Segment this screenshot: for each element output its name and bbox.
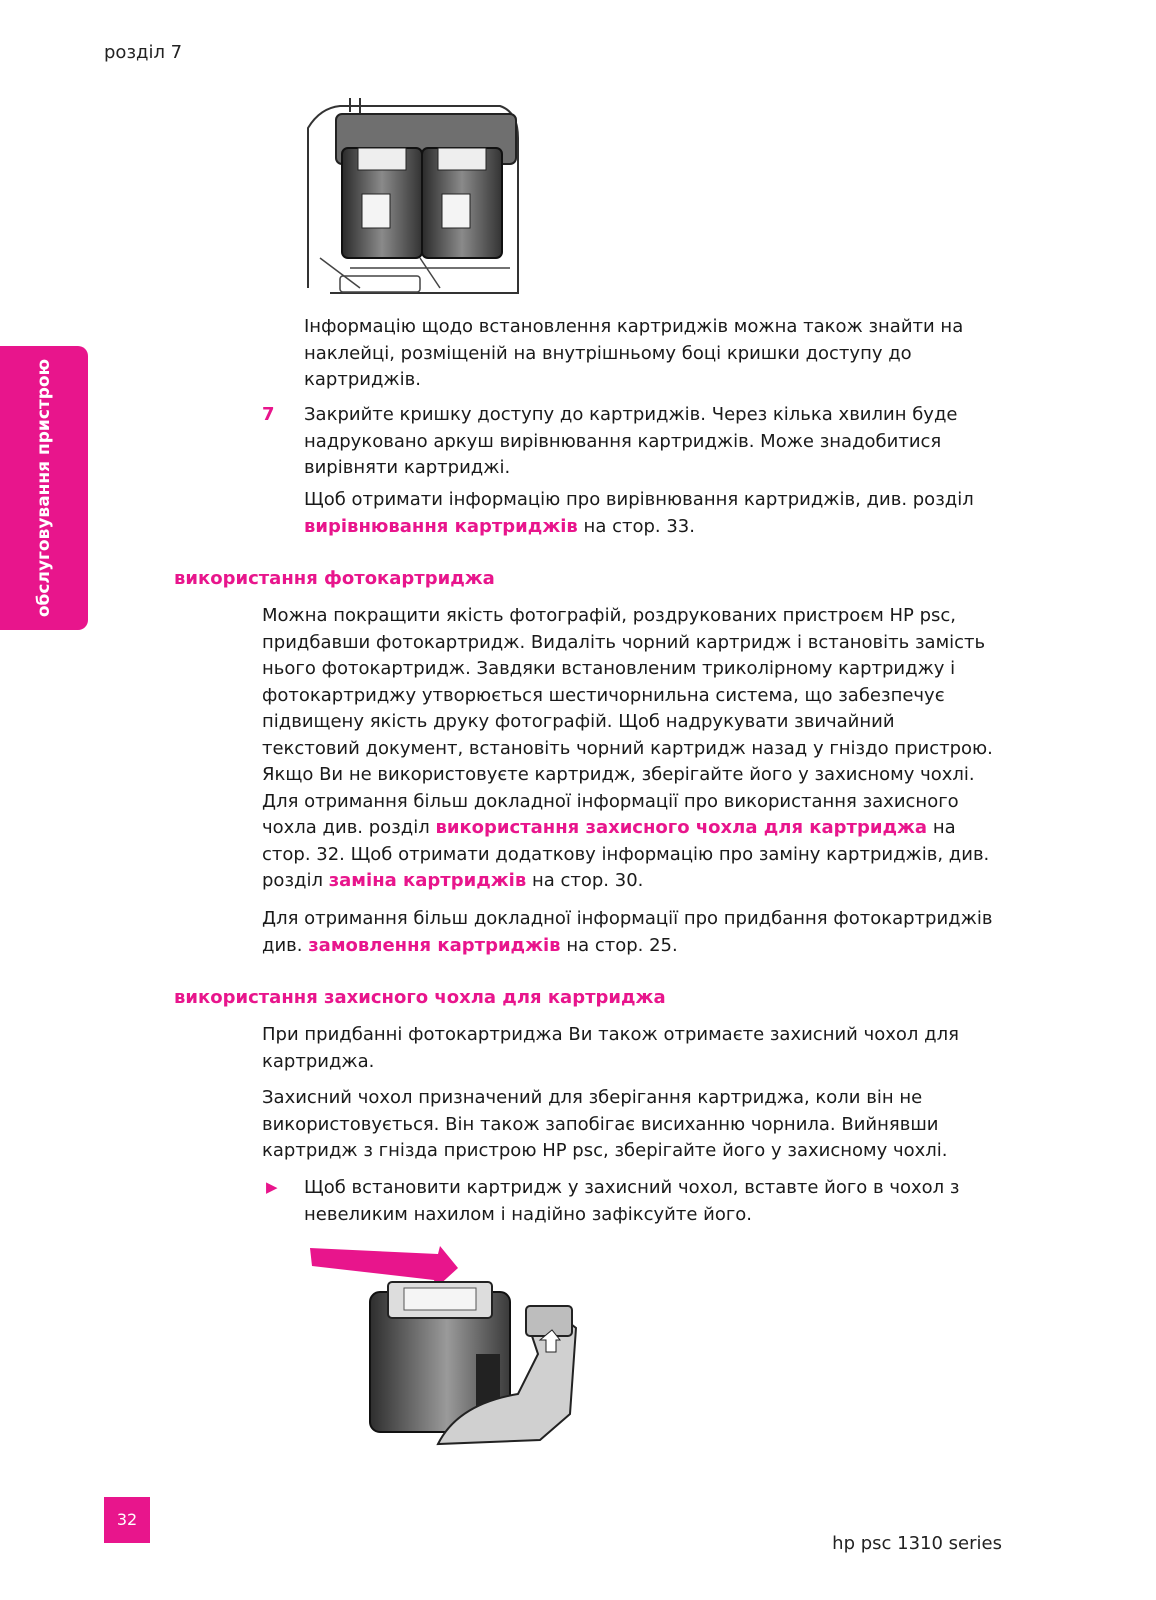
protector-intro-paragraph: При придбанні фотокартриджа Ви також отримаєте захисний чохол для картриджа. (262, 1024, 959, 1072)
product-name: hp psc 1310 series (832, 1533, 1002, 1554)
photo-text-c: на стор. 30. (531, 870, 644, 891)
order-text-a: Для отримання більш докладної інформації про придбання фотокартриджів див. (262, 908, 993, 956)
alignment-text-a: Щоб отримати інформацію про вирівнювання картриджів, див. розділ (304, 489, 974, 510)
photo-order-paragraph (262, 906, 998, 959)
side-tab-label: обслуговування пристрою (34, 358, 54, 618)
replace-link[interactable]: заміна картриджів (328, 870, 527, 891)
triangle-right-icon: ▶ (266, 1178, 278, 1196)
alignment-reference (304, 487, 994, 540)
protector-purpose-paragraph: Захисний чохол призначений для зберігання картриджа, коли він не використовується. Він також запобігає висиханню чорнила. Вийнявши картридж з гнізда пристрою HP psc, зберігайте його у захисному чохлі. (262, 1087, 948, 1161)
alignment-link[interactable]: вирівнювання картриджів (304, 515, 578, 537)
protector-instruction: Щоб встановити картридж у захисний чохол, вставте його в чохол з невеликим нахилом і надійно зафіксуйте його. (304, 1177, 960, 1225)
photo-text-a: Можна покращити якість фотографій, роздрукованих пристроєм HP psc, придбавши фотокартридж. Видаліть чорний картридж і встановіть замість нього фотокартридж. Завдяки встановленим триколірному картриджу і фотокартриджу утворюється шестичорнильна система, що забезпечує підвищену якість друку фотографій. Щоб надрукувати звичайний текстовий документ, встановіть чорний картридж назад у гніздо пристрою. Якщо Ви не використовуєте картридж, зберігайте його у захисному чохлі. Для отримання більш докладної інформації про використання захисного чохла див. розділ (262, 605, 993, 838)
step-number: 7 (262, 404, 275, 425)
order-text-b: на стор. 25. (566, 934, 678, 956)
protector-link[interactable]: використання захисного чохла для картриджа (435, 817, 928, 838)
page-number-badge: 32 (104, 1497, 150, 1543)
side-tab (0, 346, 88, 630)
paragraph-label-info: Інформацію щодо встановлення картриджів можна також знайти на наклейці, розміщеній на внутрішньому боці кришки доступу до картриджів. (304, 316, 964, 390)
cartridges-carriage-illustration (300, 88, 528, 302)
chapter-label: розділ 7 (104, 42, 183, 63)
photo-text-b: на стор. 32. Щоб отримати додаткову інформацію про заміну картриджів, див. розділ (262, 817, 990, 891)
order-link[interactable]: замовлення картриджів (308, 934, 561, 956)
cartridge-protector-illustration (308, 1244, 598, 1458)
photo-cartridge-paragraph (262, 603, 998, 895)
section-heading-protector: використання захисного чохла для картриджа (174, 987, 666, 1008)
step-7-text: Закрийте кришку доступу до картриджів. Через кілька хвилин буде надруковано аркуш вирівнювання картриджів. Може знадобитися вирівняти картриджі. (304, 404, 958, 478)
section-heading-photo: використання фотокартриджа (174, 568, 495, 589)
alignment-text-b: на стор. 33. (583, 515, 695, 537)
